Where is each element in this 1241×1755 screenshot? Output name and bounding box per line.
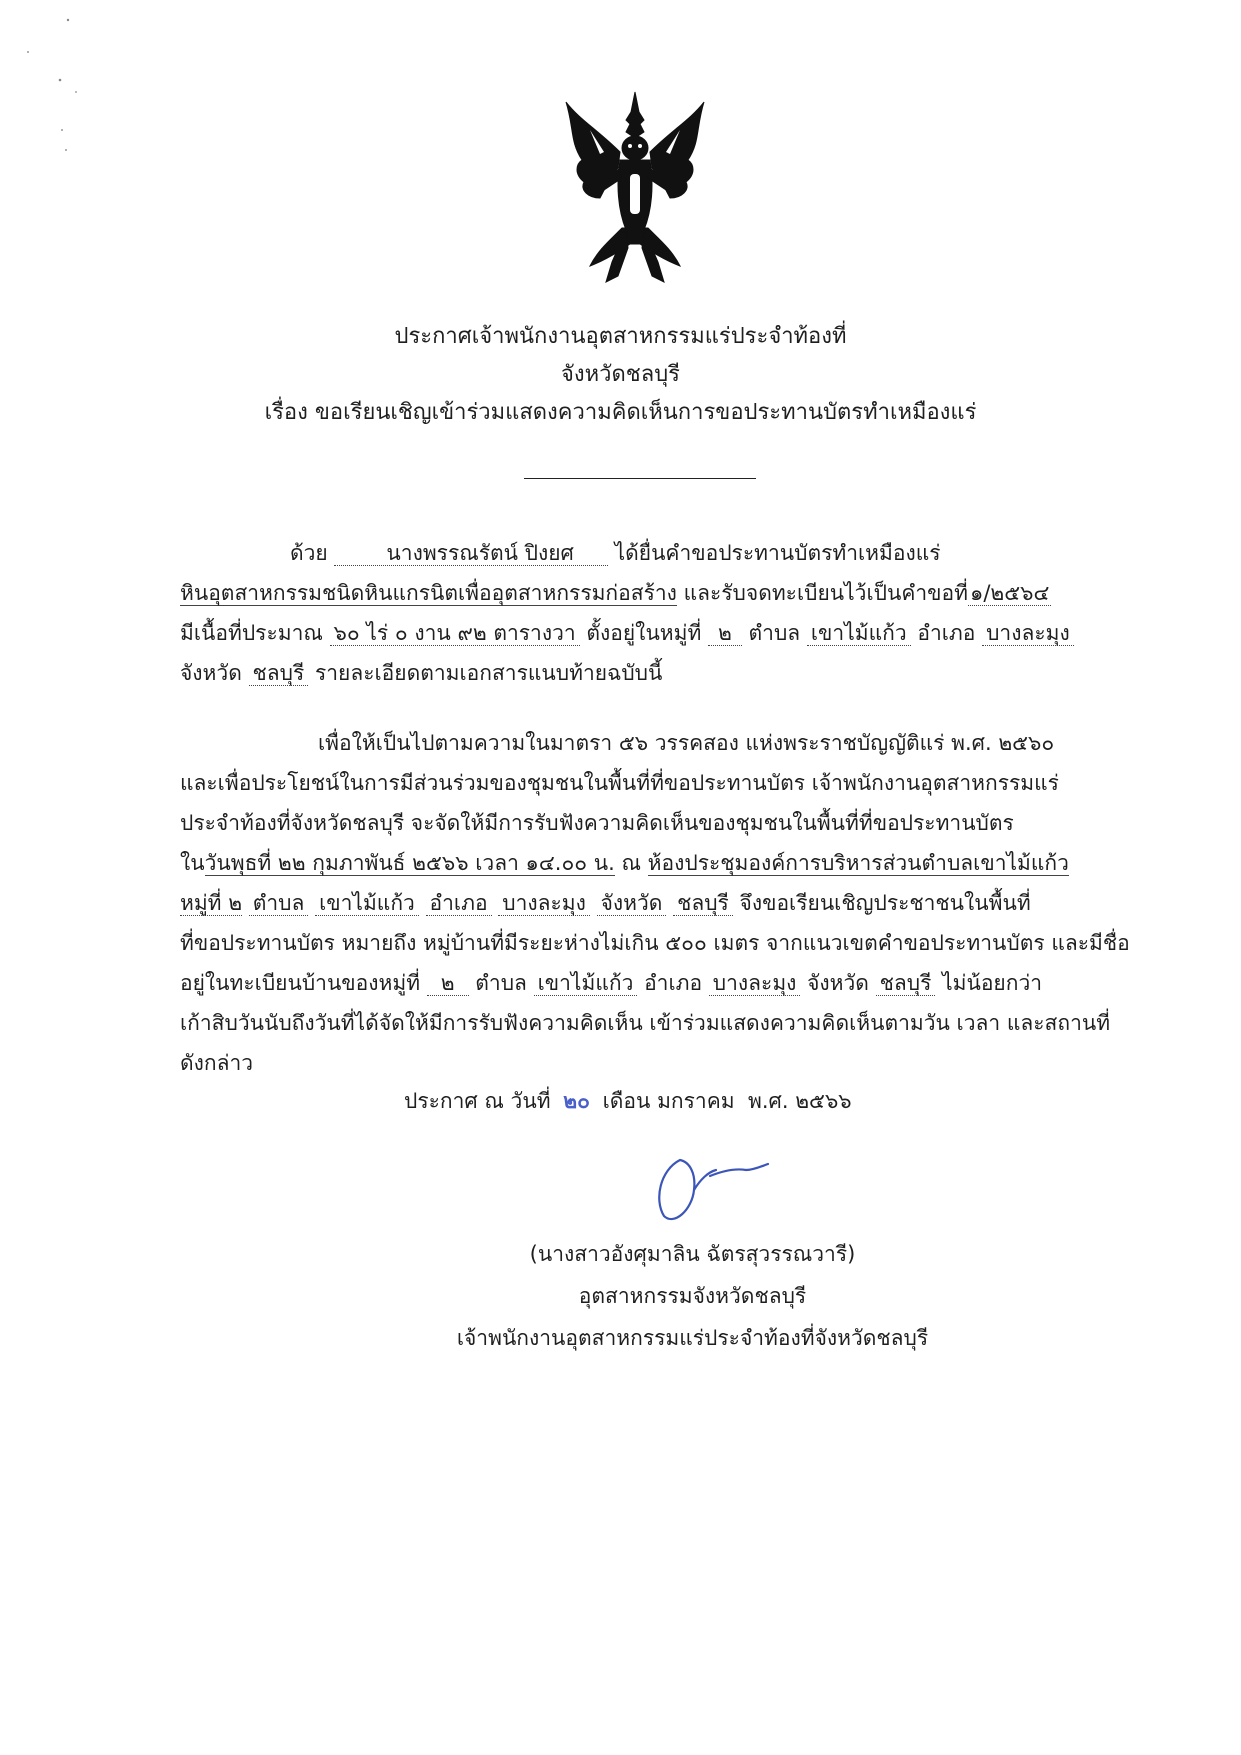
para2-text: จังหวัด [807, 971, 869, 995]
para2-text: อำเภอ [426, 891, 492, 916]
para2-text: ณ [621, 851, 641, 875]
para2-text: อยู่ในทะเบียนบ้านของหมู่ที่ [180, 971, 421, 995]
announce-prefix: ประกาศ ณ วันที่ [404, 1089, 551, 1113]
para1-text: ตำบล [748, 621, 801, 645]
signer-name: (นางสาวอังศุมาลิน ฉัตรสุวรรณวารี) [529, 1242, 856, 1266]
announce-year-label: พ.ศ. [747, 1089, 789, 1113]
para2-text: จึงขอเรียนเชิญประชาชนในพื้นที่ [739, 891, 1031, 915]
para1-line4 [180, 658, 662, 688]
tambon: เขาไม้แก้ว [534, 971, 638, 996]
mineral-type: หินอุตสาหกรรมชนิดหินแกรนิตเพื่ออุตสาหกรรมก่อสร้าง [180, 581, 677, 605]
para1-line2 [180, 578, 1051, 608]
para2-text: จังหวัด [597, 891, 667, 916]
signer-position: อุตสาหกรรมจังหวัดชลบุรี [578, 1284, 807, 1308]
para1-text: ได้ยื่นคำขอประทานบัตรทำเหมืองแร่ [614, 541, 941, 565]
para2-line3: ประจำท้องที่จังหวัดชลบุรี จะจัดให้มีการรับฟังความคิดเห็นของชุมชนในพื้นที่ที่ขอประทานบัตร [180, 811, 1014, 835]
para2-text: ไม่น้อยกว่า [942, 971, 1043, 995]
header-province: จังหวัดชลบุรี [561, 362, 680, 387]
tambon: เขาไม้แก้ว [315, 891, 419, 916]
para2-text: ตำบล [475, 971, 527, 995]
para1-line3 [180, 618, 1074, 648]
announce-month-label: เดือน [602, 1089, 651, 1113]
para2-line1: เพื่อให้เป็นไปตามความในมาตรา ๕๖ วรรคสอง แห่งพระราชบัญญัติแร่ พ.ศ. ๒๕๖๐ [318, 731, 1055, 755]
amphoe: บางละมุง [498, 891, 590, 916]
para2-line8: เก้าสิบวันนับถึงวันที่ได้จัดให้มีการรับฟังความคิดเห็น เข้าร่วมแสดงความคิดเห็นตามวัน เวลา และสถานที่ [180, 1011, 1111, 1035]
para1-text: ตั้งอยู่ในหมู่ที่ [586, 621, 702, 645]
para2-text: อำเภอ [644, 971, 703, 995]
hearing-venue: ห้องประชุมองค์การบริหารส่วนตำบลเขาไม้แก้ว [647, 851, 1069, 875]
para2-line9: ดังกล่าว [180, 1051, 254, 1075]
tambon: เขาไม้แก้ว [807, 621, 911, 646]
para2-line7 [180, 968, 1042, 998]
para1-text: และรับจดทะเบียนไว้เป็นคำขอที่ [683, 581, 968, 605]
area-size: ๖๐ ไร่ ๐ งาน ๙๒ ตารางวา [330, 621, 580, 646]
announce-day: ๒๐ [563, 1089, 590, 1113]
para1-line1 [290, 538, 941, 568]
para1-text: ด้วย [290, 541, 328, 565]
province: ชลบุรี [876, 971, 936, 996]
header-subject: เรื่อง ขอเรียนเชิญเข้าร่วมแสดงความคิดเห็นการขอประทานบัตรทำเหมืองแร่ [264, 400, 977, 425]
signer-official-title: เจ้าพนักงานอุตสาหกรรมแร่ประจำท้องที่จังหวัดชลบุรี [456, 1326, 929, 1350]
amphoe: บางละมุง [709, 971, 801, 996]
request-number: ๑/๒๕๖๔ [970, 581, 1050, 605]
para1-text: รายละเอียดตามเอกสารแนบท้ายฉบับนี้ [314, 661, 663, 685]
para2-text: ตำบล [249, 891, 309, 916]
amphoe: บางละมุง [982, 621, 1074, 646]
garuda-emblem-icon [560, 90, 710, 285]
announce-month: มกราคม [657, 1089, 735, 1113]
para1-text: มีเนื้อที่ประมาณ [180, 621, 323, 645]
hearing-datetime: วันพุธที่ ๒๒ กุมภาพันธ์ ๒๕๖๖ เวลา ๑๔.๐๐ น. [204, 851, 615, 875]
announce-year: ๒๕๖๖ [795, 1089, 852, 1113]
header-title: ประกาศเจ้าพนักงานอุตสาหกรรมแร่ประจำท้องที่ [394, 324, 847, 349]
applicant-name: นางพรรณรัตน์ ปิงยศ [334, 541, 607, 566]
village-number: ๒ [427, 971, 469, 996]
para1-text: อำเภอ [917, 621, 976, 645]
para1-text: จังหวัด [180, 661, 242, 685]
para2-line4 [180, 848, 1069, 878]
announce-date [404, 1085, 852, 1118]
province: ชลบุรี [673, 891, 733, 916]
handwritten-signature [650, 1150, 810, 1230]
para2-line2: และเพื่อประโยชน์ในการมีส่วนร่วมของชุมชนในพื้นที่ที่ขอประทานบัตร เจ้าพนักงานอุตสาหกรรมแร่ [180, 771, 1059, 795]
province: ชลบุรี [249, 661, 309, 686]
para2-line6: ที่ขอประทานบัตร หมายถึง หมู่บ้านที่มีระยะห่างไม่เกิน ๕๐๐ เมตร จากแนวเขตคำขอประทานบัตร และมีชื่อ [180, 931, 1130, 955]
scan-specks [20, 10, 90, 170]
para2-text: ใน [180, 851, 205, 875]
village-number: หมู่ที่ ๒ [180, 891, 243, 915]
para2-line5 [180, 888, 1031, 918]
village-number: ๒ [708, 621, 742, 646]
header-divider [524, 478, 756, 479]
